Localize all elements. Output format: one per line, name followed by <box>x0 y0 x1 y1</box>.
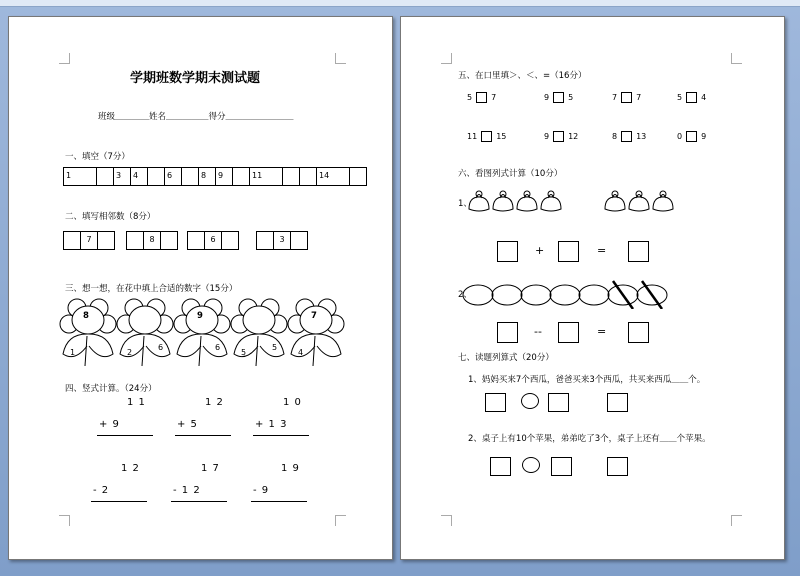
bag-icon <box>469 191 489 211</box>
compare-right-number: 9 <box>701 132 707 141</box>
picture-problem-1-label: 1、 <box>458 199 472 209</box>
answer-box[interactable] <box>558 322 579 343</box>
crop-mark <box>59 53 70 64</box>
sequence-cell: 11 <box>249 167 283 186</box>
flower-icon <box>57 296 119 368</box>
student-info-line: 班级＿＿＿＿姓名＿＿＿＿＿得分＿＿＿＿＿＿＿＿ <box>98 112 294 122</box>
crop-mark <box>441 53 452 64</box>
vertical-top-number: 1 2 <box>121 463 140 474</box>
equals-sign: = <box>597 325 607 338</box>
document-page-1 <box>8 16 393 560</box>
pumpkin-picture-group <box>461 279 671 309</box>
flower-right-leaf-number: 5 <box>272 343 278 352</box>
neighbor-given-cell: 6 <box>204 231 222 250</box>
neighbor-group <box>257 231 308 250</box>
vertical-answer-line[interactable] <box>253 435 309 436</box>
crop-mark <box>731 53 742 64</box>
vertical-bottom-line: - 2 <box>93 485 110 496</box>
neighbor-blank-cell[interactable] <box>256 231 274 250</box>
vertical-top-number: 1 9 <box>281 463 300 474</box>
compare-answer-box[interactable] <box>621 92 632 103</box>
comparison-item <box>467 131 506 142</box>
neighbor-given-cell: 3 <box>273 231 291 250</box>
window-top-bar <box>0 0 800 7</box>
comparison-item <box>544 131 578 142</box>
vertical-bottom-line: - 1 2 <box>173 485 201 496</box>
vertical-answer-line[interactable] <box>91 501 147 502</box>
crop-mark <box>335 53 346 64</box>
crop-mark <box>335 515 346 526</box>
compare-left-number: 11 <box>467 132 478 141</box>
number-sequence-row <box>64 167 367 186</box>
bag-icon <box>493 191 513 211</box>
compare-left-number: 8 <box>612 132 618 141</box>
operator-circle[interactable] <box>522 457 540 473</box>
vertical-answer-line[interactable] <box>171 501 227 502</box>
neighbor-group <box>127 231 178 250</box>
pumpkin-icon <box>492 285 522 305</box>
neighbor-blank-cell[interactable] <box>187 231 205 250</box>
neighbor-given-cell: 7 <box>80 231 98 250</box>
flower-puzzle <box>228 296 290 366</box>
neighbor-blank-cell[interactable] <box>126 231 144 250</box>
compare-answer-box[interactable] <box>621 131 632 142</box>
answer-box[interactable] <box>628 322 649 343</box>
compare-answer-box[interactable] <box>686 131 697 142</box>
flower-left-leaf-number: 5 <box>241 348 247 357</box>
answer-box[interactable] <box>497 322 518 343</box>
flower-icon <box>171 296 233 368</box>
flower-center-number: 9 <box>197 311 203 321</box>
crop-mark <box>59 515 70 526</box>
vertical-answer-line[interactable] <box>97 435 153 436</box>
section-7-heading: 七、读题列算式（20分） <box>458 353 554 363</box>
answer-box[interactable] <box>485 393 506 412</box>
neighbor-blank-cell[interactable] <box>221 231 239 250</box>
document-page-2 <box>400 16 785 560</box>
flower-center-number: 7 <box>311 311 317 321</box>
answer-box[interactable] <box>628 241 649 262</box>
compare-left-number: 7 <box>612 93 618 102</box>
sequence-cell[interactable] <box>282 167 300 186</box>
flower-puzzle <box>171 296 233 366</box>
plus-sign: + <box>535 244 545 257</box>
sequence-cell[interactable] <box>96 167 114 186</box>
answer-box[interactable] <box>607 393 628 412</box>
equals-sign: = <box>597 244 607 257</box>
sequence-cell[interactable] <box>181 167 199 186</box>
bag-icon <box>629 191 649 211</box>
sequence-cell[interactable] <box>299 167 317 186</box>
flower-right-leaf-number: 6 <box>215 343 221 352</box>
compare-right-number: 7 <box>636 93 642 102</box>
flower-right-leaf-number: 6 <box>158 343 164 352</box>
section-3-heading: 三、想一想，在花中填上合适的数字（15分） <box>65 284 238 294</box>
neighbor-blank-cell[interactable] <box>63 231 81 250</box>
flower-left-leaf-number: 2 <box>127 348 133 357</box>
picture-problem-2-label: 2、 <box>458 290 472 300</box>
compare-right-number: 7 <box>491 93 497 102</box>
compare-left-number: 5 <box>677 93 683 102</box>
minus-sign: -- <box>534 325 542 338</box>
pumpkin-icon <box>521 285 551 305</box>
bag-icon <box>517 191 537 211</box>
compare-answer-box[interactable] <box>686 92 697 103</box>
sequence-cell: 9 <box>215 167 233 186</box>
bag-picture-group <box>467 185 677 217</box>
pumpkin-icon <box>550 285 580 305</box>
compare-answer-box[interactable] <box>476 92 487 103</box>
sequence-cell[interactable] <box>147 167 165 186</box>
vertical-top-number: 1 7 <box>201 463 220 474</box>
vertical-bottom-line: + 1 3 <box>255 419 288 430</box>
answer-box[interactable] <box>490 457 511 476</box>
compare-left-number: 5 <box>467 93 473 102</box>
compare-right-number: 4 <box>701 93 707 102</box>
flower-left-leaf-number: 4 <box>298 348 304 357</box>
vertical-top-number: 1 0 <box>283 397 302 408</box>
answer-box[interactable] <box>551 457 572 476</box>
compare-right-number: 13 <box>636 132 647 141</box>
sequence-cell: 8 <box>198 167 216 186</box>
word-problem-2: 2、桌子上有10个苹果，弟弟吃了3个，桌子上还有＿＿个苹果。 <box>468 434 711 444</box>
section-5-heading: 五、在口里填＞、＜、=（16分） <box>458 71 587 81</box>
comparison-item <box>612 92 641 103</box>
compare-answer-box[interactable] <box>553 92 564 103</box>
answer-box[interactable] <box>548 393 569 412</box>
vertical-top-number: 1 2 <box>205 397 224 408</box>
section-2-heading: 二、填写相邻数（8分） <box>65 212 156 222</box>
neighbor-blank-cell[interactable] <box>97 231 115 250</box>
sequence-cell[interactable] <box>349 167 367 186</box>
compare-right-number: 12 <box>568 132 579 141</box>
flower-icon <box>285 296 347 368</box>
neighbor-group <box>64 231 115 250</box>
neighbor-blank-cell[interactable] <box>290 231 308 250</box>
vertical-answer-line[interactable] <box>251 501 307 502</box>
vertical-top-number: 1 1 <box>127 397 146 408</box>
neighbor-given-cell: 8 <box>143 231 161 250</box>
flower-left-leaf-number: 1 <box>70 348 76 357</box>
answer-box[interactable] <box>497 241 518 262</box>
vertical-answer-line[interactable] <box>175 435 231 436</box>
operator-circle[interactable] <box>521 393 539 409</box>
compare-right-number: 5 <box>568 93 574 102</box>
comparison-item <box>677 131 706 142</box>
flower-puzzle <box>114 296 176 366</box>
section-4-heading: 四、竖式计算。（24分） <box>65 384 157 394</box>
flower-center-number: 8 <box>83 311 89 321</box>
vertical-bottom-line: - 9 <box>253 485 270 496</box>
sequence-cell: 14 <box>316 167 350 186</box>
comparison-item <box>544 92 573 103</box>
sequence-cell: 1 <box>63 167 97 186</box>
compare-right-number: 15 <box>496 132 507 141</box>
bag-icon <box>653 191 673 211</box>
answer-box[interactable] <box>558 241 579 262</box>
neighbor-group <box>188 231 239 250</box>
comparison-item <box>612 131 646 142</box>
sequence-cell: 3 <box>113 167 131 186</box>
compare-left-number: 0 <box>677 132 683 141</box>
flower-icon <box>228 296 290 368</box>
comparison-item <box>467 92 496 103</box>
flower-puzzle <box>57 296 119 366</box>
crop-mark <box>731 515 742 526</box>
word-problem-1: 1、妈妈买来7个西瓜，爸爸买来3个西瓜，共买来西瓜＿＿个。 <box>468 375 706 385</box>
bag-icon <box>605 191 625 211</box>
sequence-cell: 4 <box>130 167 148 186</box>
pumpkin-icon <box>463 285 493 305</box>
compare-left-number: 9 <box>544 132 550 141</box>
comparison-item <box>677 92 706 103</box>
sequence-cell[interactable] <box>232 167 250 186</box>
section-1-heading: 一、填空（7分） <box>65 152 130 162</box>
answer-box[interactable] <box>607 457 628 476</box>
page-title: 学期班数学期末测试题 <box>130 71 261 86</box>
compare-answer-box[interactable] <box>553 131 564 142</box>
bag-icon <box>541 191 561 211</box>
vertical-bottom-line: + 9 <box>99 419 120 430</box>
compare-left-number: 9 <box>544 93 550 102</box>
section-6-heading: 六、看图列式计算（10分） <box>458 169 563 179</box>
compare-answer-box[interactable] <box>481 131 492 142</box>
crop-mark <box>441 515 452 526</box>
flower-puzzle <box>285 296 347 366</box>
vertical-bottom-line: + 5 <box>177 419 198 430</box>
pumpkin-icon <box>579 285 609 305</box>
neighbor-blank-cell[interactable] <box>160 231 178 250</box>
flower-icon <box>114 296 176 368</box>
sequence-cell: 6 <box>164 167 182 186</box>
